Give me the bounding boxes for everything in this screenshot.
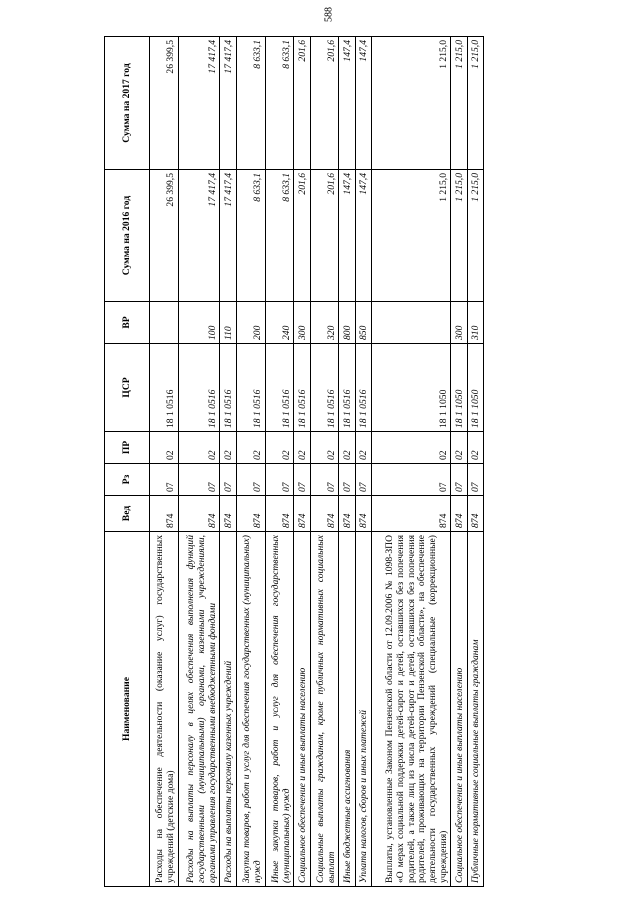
cell-csr: 18 1 0516 <box>265 344 294 432</box>
cell-ved: 874 <box>236 496 265 532</box>
cell-sum-2016: 201,6 <box>294 170 310 302</box>
cell-ved: 874 <box>467 496 483 532</box>
cell-name: Выплаты, установленные Законом Пензенской области от 12.09.2006 № 1098-ЗПО «О мерах социальной поддержки детей-сирот и детей, оставшихся без попечения родителей, а также лиц из числа детей-сирот и детей, оставшихся без попечения родителей, проживающих на территории Пензенской области», на обеспечение деятельности государственных учреждений (специальные (коррекционные) учреждения) <box>371 532 451 887</box>
header-rz: Рз <box>105 464 150 496</box>
cell-csr: 18 1 0516 <box>355 344 371 432</box>
cell-sum-2017: 8 633,1 <box>265 37 294 170</box>
cell-pr: 02 <box>236 432 265 464</box>
cell-sum-2016: 1 215,0 <box>451 170 467 302</box>
cell-sum-2016: 1 215,0 <box>371 170 451 302</box>
cell-ved: 874 <box>371 496 451 532</box>
cell-sum-2017: 147,4 <box>355 37 371 170</box>
cell-csr: 18 1 0516 <box>150 344 179 432</box>
cell-name: Публичные нормативные социальные выплаты гражданам <box>467 532 483 887</box>
cell-sum-2016: 8 633,1 <box>265 170 294 302</box>
cell-name: Социальные выплаты гражданам, кроме публичных нормативных социальных выплат <box>310 532 339 887</box>
cell-sum-2017: 147,4 <box>339 37 355 170</box>
cell-sum-2017: 1 215,0 <box>467 37 483 170</box>
cell-sum-2017: 8 633,1 <box>236 37 265 170</box>
table-header-row <box>105 37 150 887</box>
cell-rz: 07 <box>150 464 179 496</box>
cell-pr: 02 <box>310 432 339 464</box>
cell-sum-2017: 26 399,5 <box>150 37 179 170</box>
cell-name: Социальное обеспечение и иные выплаты населению <box>451 532 467 887</box>
cell-sum-2016: 147,4 <box>339 170 355 302</box>
cell-name: Иные бюджетные ассигнования <box>339 532 355 887</box>
cell-ved: 874 <box>150 496 179 532</box>
cell-csr: 18 1 0516 <box>220 344 236 432</box>
table-row <box>467 37 483 887</box>
header-sum-2016: Сумма на 2016 год <box>105 170 150 302</box>
cell-sum-2016: 8 633,1 <box>236 170 265 302</box>
table-row <box>294 37 310 887</box>
table-row <box>371 37 451 887</box>
cell-csr: 18 1 1050 <box>371 344 451 432</box>
cell-rz: 07 <box>310 464 339 496</box>
cell-sum-2017: 201,6 <box>310 37 339 170</box>
header-csr: ЦСР <box>105 344 150 432</box>
header-pr: ПР <box>105 432 150 464</box>
cell-name: Расходы на выплаты персоналу в целях обеспечения выполнения функций государственными (муниципальными) органами, казенными учреждениями, органами управления государственными внебюджетными фондами <box>178 532 220 887</box>
table-row <box>265 37 294 887</box>
cell-rz: 07 <box>355 464 371 496</box>
budget-table <box>104 36 484 887</box>
cell-name: Закупка товаров, работ и услуг для обеспечения государственных (муниципальных) нужд <box>236 532 265 887</box>
header-ved: Вед <box>105 496 150 532</box>
table-row <box>355 37 371 887</box>
cell-name: Расходы на выплаты персоналу казенных учреждений <box>220 532 236 887</box>
cell-csr: 18 1 1050 <box>467 344 483 432</box>
cell-csr: 18 1 0516 <box>310 344 339 432</box>
cell-rz: 07 <box>236 464 265 496</box>
cell-rz: 07 <box>265 464 294 496</box>
cell-sum-2016: 26 399,5 <box>150 170 179 302</box>
cell-ved: 874 <box>294 496 310 532</box>
cell-rz: 07 <box>451 464 467 496</box>
cell-ved: 874 <box>451 496 467 532</box>
cell-vr: 300 <box>451 302 467 344</box>
cell-rz: 07 <box>178 464 220 496</box>
budget-table-rotated <box>104 37 484 887</box>
cell-sum-2017: 201,6 <box>294 37 310 170</box>
table-row <box>236 37 265 887</box>
cell-vr: 310 <box>467 302 483 344</box>
cell-pr: 02 <box>467 432 483 464</box>
page-number: 588 <box>323 7 335 22</box>
cell-sum-2017: 1 215,0 <box>371 37 451 170</box>
cell-ved: 874 <box>178 496 220 532</box>
cell-vr <box>371 302 451 344</box>
cell-pr: 02 <box>220 432 236 464</box>
cell-pr: 02 <box>355 432 371 464</box>
cell-pr: 02 <box>451 432 467 464</box>
cell-vr <box>150 302 179 344</box>
cell-ved: 874 <box>339 496 355 532</box>
cell-vr: 110 <box>220 302 236 344</box>
cell-sum-2016: 201,6 <box>310 170 339 302</box>
cell-csr: 18 1 0516 <box>236 344 265 432</box>
cell-sum-2017: 17 417,4 <box>220 37 236 170</box>
table-row <box>178 37 220 887</box>
cell-name: Социальное обеспечение и иные выплаты населению <box>294 532 310 887</box>
cell-ved: 874 <box>355 496 371 532</box>
cell-pr: 02 <box>339 432 355 464</box>
cell-pr: 02 <box>265 432 294 464</box>
cell-pr: 02 <box>371 432 451 464</box>
cell-vr: 320 <box>310 302 339 344</box>
cell-csr: 18 1 0516 <box>294 344 310 432</box>
cell-vr: 850 <box>355 302 371 344</box>
cell-rz: 07 <box>371 464 451 496</box>
cell-ved: 874 <box>310 496 339 532</box>
cell-pr: 02 <box>150 432 179 464</box>
cell-sum-2016: 1 215,0 <box>467 170 483 302</box>
table-row <box>220 37 236 887</box>
cell-csr: 18 1 0516 <box>339 344 355 432</box>
cell-sum-2017: 1 215,0 <box>451 37 467 170</box>
cell-vr: 240 <box>265 302 294 344</box>
cell-csr: 18 1 0516 <box>178 344 220 432</box>
cell-rz: 07 <box>339 464 355 496</box>
table-row <box>451 37 467 887</box>
cell-pr: 02 <box>294 432 310 464</box>
cell-rz: 07 <box>294 464 310 496</box>
cell-name: Расходы на обеспечение деятельности (оказание услуг) государственных учреждений (детские дома) <box>150 532 179 887</box>
cell-ved: 874 <box>265 496 294 532</box>
cell-ved: 874 <box>220 496 236 532</box>
header-vr: ВР <box>105 302 150 344</box>
table-row <box>310 37 339 887</box>
cell-vr: 100 <box>178 302 220 344</box>
cell-sum-2016: 17 417,4 <box>178 170 220 302</box>
cell-vr: 800 <box>339 302 355 344</box>
cell-sum-2016: 147,4 <box>355 170 371 302</box>
cell-sum-2017: 17 417,4 <box>178 37 220 170</box>
header-name: Наименование <box>105 532 150 887</box>
table-row <box>150 37 179 887</box>
table-row <box>339 37 355 887</box>
cell-pr: 02 <box>178 432 220 464</box>
cell-rz: 07 <box>467 464 483 496</box>
cell-rz: 07 <box>220 464 236 496</box>
cell-vr: 200 <box>236 302 265 344</box>
cell-vr: 300 <box>294 302 310 344</box>
header-sum-2017: Сумма на 2017 год <box>105 37 150 170</box>
cell-csr: 18 1 1050 <box>451 344 467 432</box>
cell-sum-2016: 17 417,4 <box>220 170 236 302</box>
cell-name: Уплата налогов, сборов и иных платежей <box>355 532 371 887</box>
cell-name: Иные закупки товаров, работ и услуг для обеспечения государственных (муниципальных) нужд <box>265 532 294 887</box>
